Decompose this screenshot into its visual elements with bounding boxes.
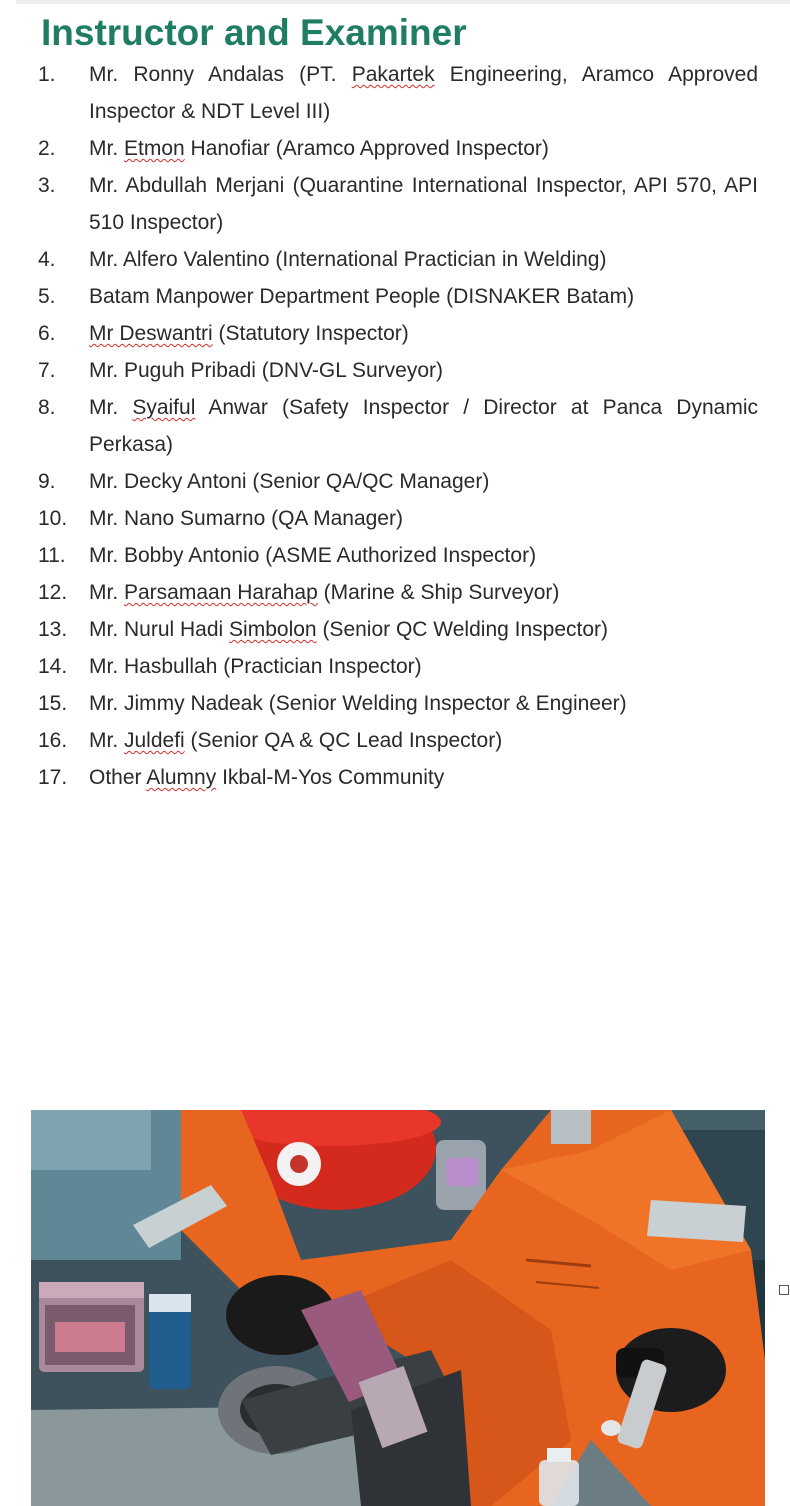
spellcheck-word: Mr Deswantri — [89, 322, 213, 345]
list-item-text — [89, 722, 758, 759]
list-item-number: 16. — [38, 729, 68, 752]
list-item-text — [89, 389, 758, 463]
spellcheck-word: Etmon — [124, 137, 185, 160]
list-item-text — [89, 759, 758, 796]
list-item-text — [89, 241, 758, 278]
list-item-text — [89, 56, 758, 130]
list-item-number: 7. — [38, 359, 56, 382]
list-item — [38, 648, 758, 685]
text-run: Ikbal-M-Yos Community — [216, 766, 445, 789]
list-item — [38, 130, 758, 167]
list-item-number: 17. — [38, 766, 68, 789]
list-item-number: 3. — [38, 174, 56, 197]
welder-photo-icon — [31, 1110, 765, 1506]
list-item-text — [89, 352, 758, 389]
list-item-text — [89, 537, 758, 574]
text-run: Other — [89, 766, 147, 789]
list-item-number: 4. — [38, 248, 56, 271]
spellcheck-word: Pakartek — [351, 63, 435, 86]
spellcheck-word: Juldefi — [124, 729, 185, 752]
list-item-text — [89, 167, 758, 241]
list-item-number: 15. — [38, 692, 68, 715]
list-item — [38, 352, 758, 389]
welder-photo[interactable] — [31, 1110, 765, 1506]
text-run: Mr. Ronny Andalas (PT. — [89, 63, 352, 86]
text-run: Mr. Nano Sumarno (QA Manager) — [89, 507, 403, 530]
list-item — [38, 537, 758, 574]
list-item-number: 6. — [38, 322, 56, 345]
list-item-text — [89, 648, 758, 685]
text-run: (Senior QC Welding Inspector) — [316, 618, 609, 641]
spellcheck-word: Parsamaan Harahap — [124, 581, 318, 604]
text-run: Mr. Abdullah Merjani (Quarantine International Inspector, API 570, API 510 Inspector) — [89, 174, 758, 234]
text-run: (Senior QA & QC Lead Inspector) — [184, 729, 503, 752]
anchor-marker[interactable] — [779, 1285, 789, 1295]
list-item-number: 13. — [38, 618, 68, 641]
text-run: Engineering, Aramco Approved Inspector & NDT Level III) — [89, 63, 758, 123]
list-item — [38, 389, 758, 463]
page-top-edge — [16, 0, 790, 4]
list-item — [38, 278, 758, 315]
list-item — [38, 574, 758, 611]
text-run: Mr. — [89, 729, 124, 752]
page-title: Instructor and Examiner — [41, 12, 467, 53]
list-item — [38, 167, 758, 241]
list-item-text — [89, 463, 758, 500]
list-item — [38, 759, 758, 796]
spellcheck-word: Simbolon — [229, 618, 317, 641]
text-run: Mr. Jimmy Nadeak (Senior Welding Inspector & Engineer) — [89, 692, 627, 715]
list-item-number: 14. — [38, 655, 68, 678]
text-run: Mr. Alfero Valentino (International Practician in Welding) — [89, 248, 607, 271]
text-run: Mr. — [89, 137, 124, 160]
list-item — [38, 685, 758, 722]
text-run: Mr. Decky Antoni (Senior QA/QC Manager) — [89, 470, 490, 493]
list-item-text — [89, 574, 758, 611]
list-item-number: 5. — [38, 285, 56, 308]
list-item — [38, 463, 758, 500]
text-run: Hanofiar (Aramco Approved Inspector) — [184, 137, 549, 160]
text-run: Mr. — [89, 581, 124, 604]
list-item-number: 10. — [38, 507, 68, 530]
list-item-number: 1. — [38, 63, 56, 86]
text-run: (Marine & Ship Surveyor) — [317, 581, 560, 604]
text-run: (Statutory Inspector) — [212, 322, 409, 345]
list-item — [38, 722, 758, 759]
examiner-list — [38, 56, 758, 796]
text-run: Anwar (Safety Inspector / Director at Panca Dynamic Perkasa) — [89, 396, 758, 456]
list-item-text — [89, 611, 758, 648]
list-item — [38, 315, 758, 352]
spellcheck-word: Syaiful — [132, 396, 196, 419]
list-item — [38, 611, 758, 648]
text-run: Mr. Puguh Pribadi (DNV-GL Surveyor) — [89, 359, 444, 382]
list-item-number: 12. — [38, 581, 68, 604]
list-item — [38, 241, 758, 278]
list-item-text — [89, 278, 758, 315]
list-item-text — [89, 315, 758, 352]
text-run: Mr. Hasbullah (Practician Inspector) — [89, 655, 422, 678]
list-item — [38, 500, 758, 537]
list-item-number: 9. — [38, 470, 56, 493]
list-item-text — [89, 685, 758, 722]
text-run: Batam Manpower Department People (DISNAKER Batam) — [89, 285, 635, 308]
list-item-text — [89, 500, 758, 537]
list-item-number: 8. — [38, 396, 56, 419]
spellcheck-word: Alumny — [146, 766, 217, 789]
list-item-text — [89, 130, 758, 167]
list-item-number: 2. — [38, 137, 56, 160]
text-run: Mr. Bobby Antonio (ASME Authorized Inspector) — [89, 544, 537, 567]
list-item — [38, 56, 758, 130]
text-run: Mr. — [89, 396, 133, 419]
text-run: Mr. Nurul Hadi — [89, 618, 230, 641]
list-item-number: 11. — [38, 544, 66, 567]
